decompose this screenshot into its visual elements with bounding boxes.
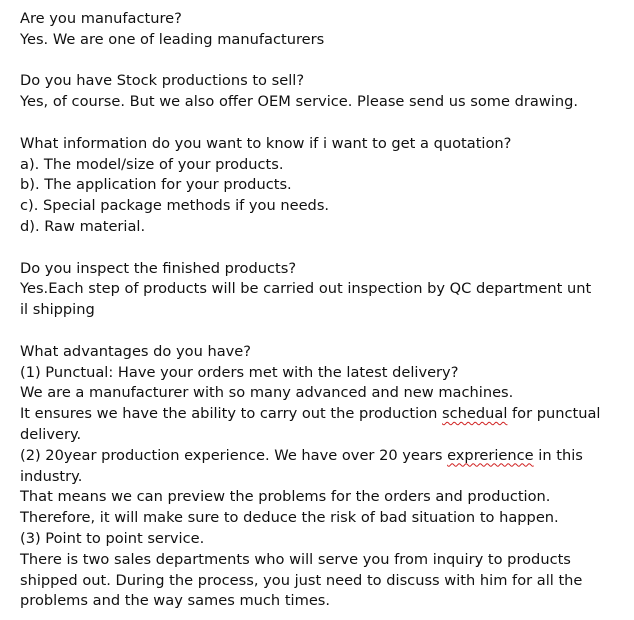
faq-answer-line: (1) Punctual: Have your orders met with the latest delivery? [20, 363, 459, 381]
faq-answer-line: c). Special package methods if you needs. [20, 197, 330, 215]
faq-answer-line: Yes. We are one of leading manufacturers [20, 30, 325, 48]
faq-answer-line: Yes, of course. But we also offer OEM service. Please send us some drawing. [20, 93, 578, 111]
faq-answer-line: problems and the way sames much times. [20, 592, 331, 610]
blank-line [20, 238, 620, 259]
faq-question: What advantages do you have? [20, 342, 252, 360]
faq-question: Are you manufacture? [20, 10, 182, 27]
spellcheck-flagged-word: exprerience [447, 446, 534, 464]
faq-answer-line: (2) 20year production experience. We have over 20 years exprerience in this [20, 446, 583, 464]
faq-answer-line: It ensures we have the ability to carry out the production schedual for punctual [20, 405, 601, 423]
faq-question: Do you inspect the finished products? [20, 259, 297, 277]
faq-answer-line: a). The model/size of your products. [20, 155, 284, 173]
faq-answer-line: Yes.Each step of products will be carried out inspection by QC department unt [20, 280, 592, 298]
faq-answer-line: delivery. [20, 425, 82, 443]
faq-answer-line: Therefore, it will make sure to deduce the risk of bad situation to happen. [20, 509, 559, 527]
faq-question: What information do you want to know if i want to get a quotation? [20, 134, 512, 152]
spellcheck-flagged-word: schedual [442, 405, 508, 423]
faq-answer-line: (3) Point to point service. [20, 529, 205, 547]
blank-line [20, 321, 620, 342]
faq-answer-line: That means we can preview the problems for the orders and production. [20, 488, 551, 506]
faq-answer-line: b). The application for your products. [20, 176, 292, 194]
faq-answer-line: industry. [20, 467, 83, 485]
faq-question: Do you have Stock productions to sell? [20, 72, 305, 90]
faq-answer-line: il shipping [20, 301, 95, 319]
faq-answer-line: shipped out. During the process, you just need to discuss with him for all the [20, 571, 583, 589]
blank-line [20, 113, 620, 134]
faq-document [20, 9, 620, 612]
blank-line [20, 51, 620, 72]
faq-answer-line: There is two sales departments who will serve you from inquiry to products [20, 550, 571, 568]
faq-answer-line: d). Raw material. [20, 217, 146, 235]
faq-answer-line: We are a manufacturer with so many advanced and new machines. [20, 384, 514, 402]
